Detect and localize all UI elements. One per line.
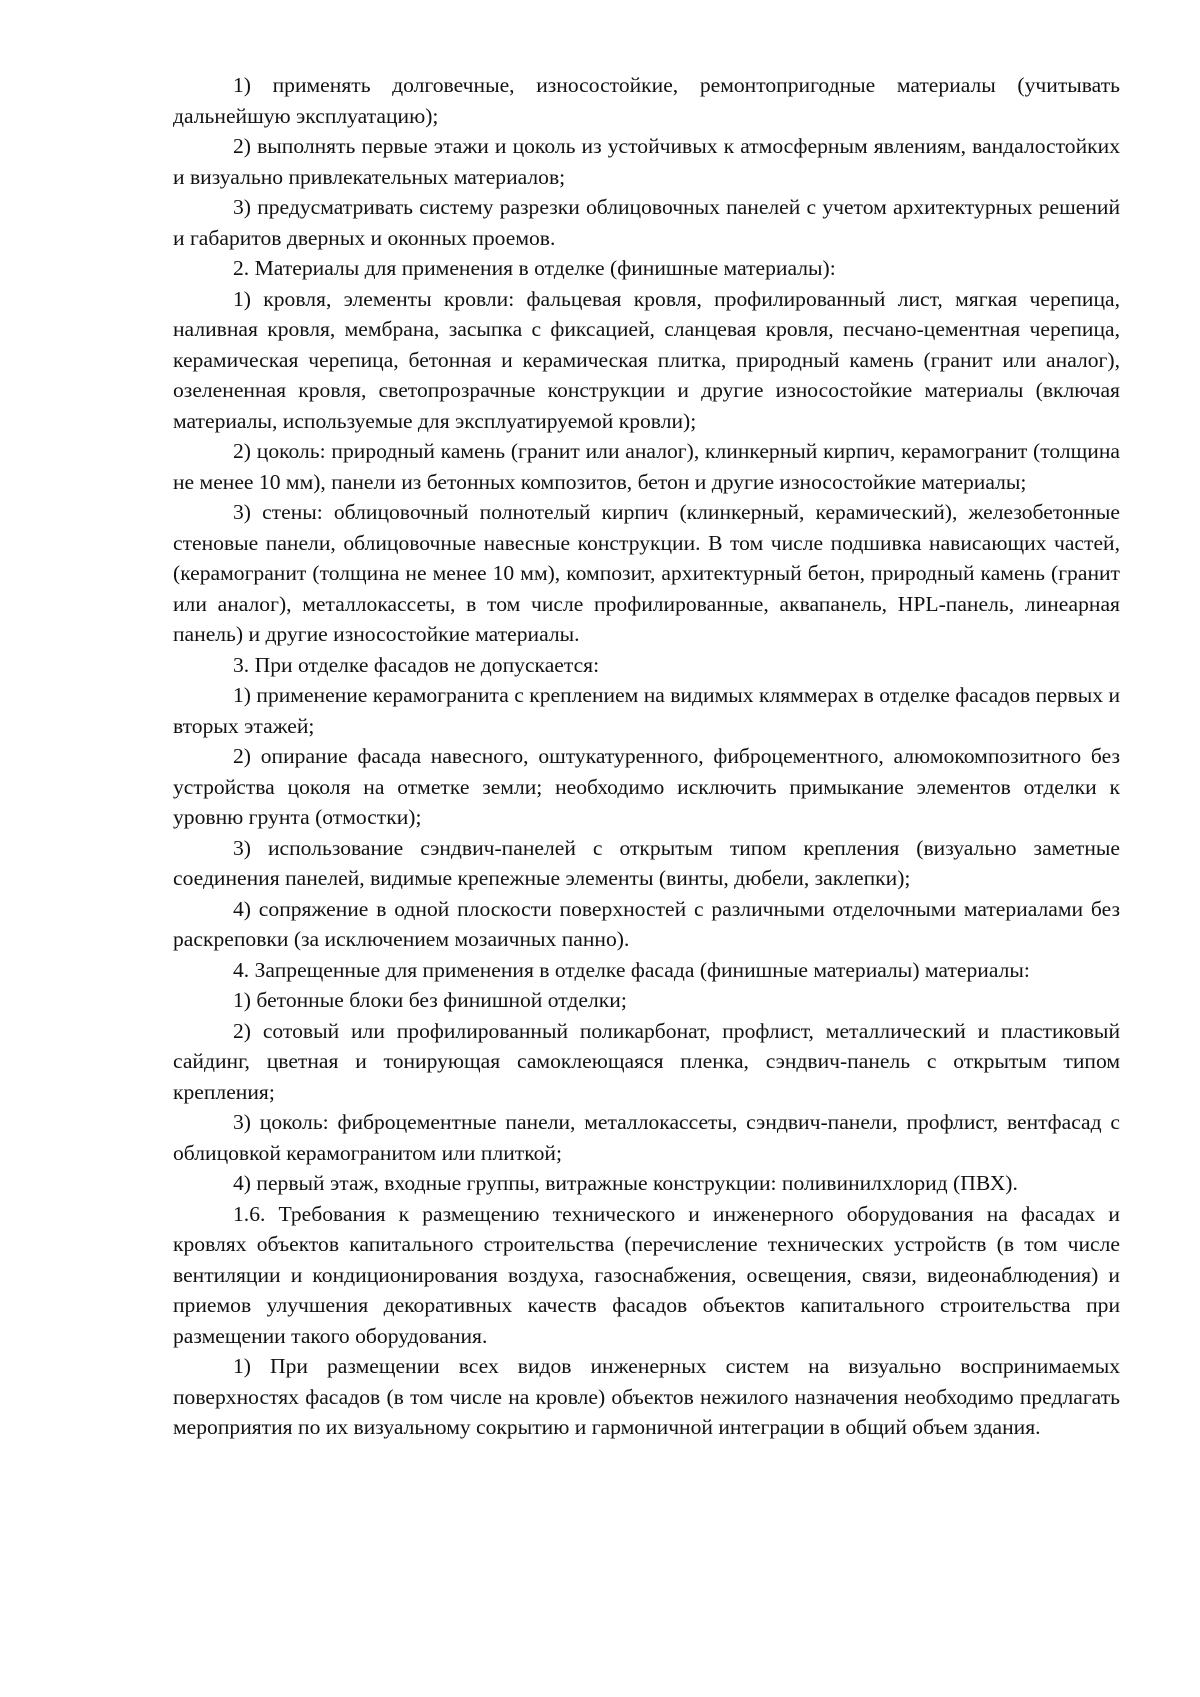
paragraph: 1) применение керамогранита с креплением на видимых кляммерах в отделке фасадов первых и вторых этажей; xyxy=(173,683,1120,738)
paragraph: 4) первый этаж, входные группы, витражные конструкции: поливинилхлорид (ПВХ). xyxy=(233,1171,1018,1195)
paragraph: 1) кровля, элементы кровли: фальцевая кровля, профилированный лист, мягкая черепица, наливная кровля, мембрана, засыпка с фиксацией, сланцевая кровля, песчано-цементная черепица, керамическая черепица, бетонная и керамическая плитка, природный камень (гранит или аналог), озелененная кровля, светопрозрачные конструкции и другие износостойкие материалы (включая материалы, используемые для эксплуатируемой кровли); xyxy=(173,286,1120,433)
document-body xyxy=(173,70,1120,1443)
section-heading: 2. Материалы для применения в отделке (финишные материалы): xyxy=(233,256,836,280)
paragraph: 3) цоколь: фиброцементные панели, металлокассеты, сэндвич-панели, профлист, вентфасад с облицовкой керамогранитом или плиткой; xyxy=(173,1110,1120,1165)
paragraph: 4) сопряжение в одной плоскости поверхностей с различными отделочными материалами без раскреповки (за исключением мозаичных панно). xyxy=(173,896,1120,951)
section-heading: 3. При отделке фасадов не допускается: xyxy=(233,652,600,677)
paragraph: 2) опирание фасада навесного, оштукатуренного, фиброцементного, алюмокомпозитного без устройства цоколя на отметке земли; необходимо исключить примыкание элементов отделки к уровню грунта (отмостки); xyxy=(173,744,1120,829)
paragraph: 2) выполнять первые этажи и цоколь из устойчивых к атмосферным явлениям, вандалостойких и визуально привлекательных материалов; xyxy=(173,134,1120,189)
section-heading: 4. Запрещенные для применения в отделке фасада (финишные материалы) материалы: xyxy=(233,957,1030,982)
paragraph: 1) бетонные блоки без финишной отделки; xyxy=(233,988,627,1012)
paragraph: 3) предусматривать систему разрезки облицовочных панелей с учетом архитектурных решений и габаритов дверных и оконных проемов. xyxy=(173,195,1120,250)
paragraph: 1) применять долговечные, износостойкие, ремонтопригодные материалы (учитывать дальнейшую эксплуатацию); xyxy=(173,73,1120,128)
section-heading: 1.6. Требования к размещению технического и инженерного оборудования на фасадах и кровлях объектов капитального строительства (перечисление технических устройств (в том числе вентиляции и кондиционирования воздуха, газоснабжения, освещения, связи, видеонаблюдения) и приемов улучшения декоративных качеств фасадов объектов капитального строительства при размещении такого оборудования. xyxy=(173,1201,1120,1348)
paragraph: 2) цоколь: природный камень (гранит или аналог), клинкерный кирпич, керамогранит (толщина не менее 10 мм), панели из бетонных композитов, бетон и другие износостойкие материалы; xyxy=(173,439,1120,494)
paragraph: 1) При размещении всех видов инженерных систем на визуально воспринимаемых поверхностях фасадов (в том числе на кровле) объектов нежилого назначения необходимо предлагать мероприятия по их визуальному сокрытию и гармоничной интеграции в общий объем здания. xyxy=(173,1354,1120,1439)
paragraph: 3) стены: облицовочный полнотелый кирпич (клинкерный, керамический), железобетонные стеновые панели, облицовочные навесные конструкции. В том числе подшивка нависающих частей, (керамогранит (толщина не менее 10 мм), композит, архитектурный бетон, природный камень (гранит или аналог), металлокассеты, в том числе профилированные, аквапанель, HPL-панель, линеарная панель) и другие износостойкие материалы. xyxy=(173,500,1120,646)
paragraph: 2) сотовый или профилированный поликарбонат, профлист, металлический и пластиковый сайдинг, цветная и тонирующая самоклеющаяся пленка, сэндвич-панель с открытым типом крепления; xyxy=(173,1018,1120,1104)
paragraph: 3) использование сэндвич-панелей с открытым типом крепления (визуально заметные соединения панелей, видимые крепежные элементы (винты, дюбели, заклепки); xyxy=(173,835,1120,890)
